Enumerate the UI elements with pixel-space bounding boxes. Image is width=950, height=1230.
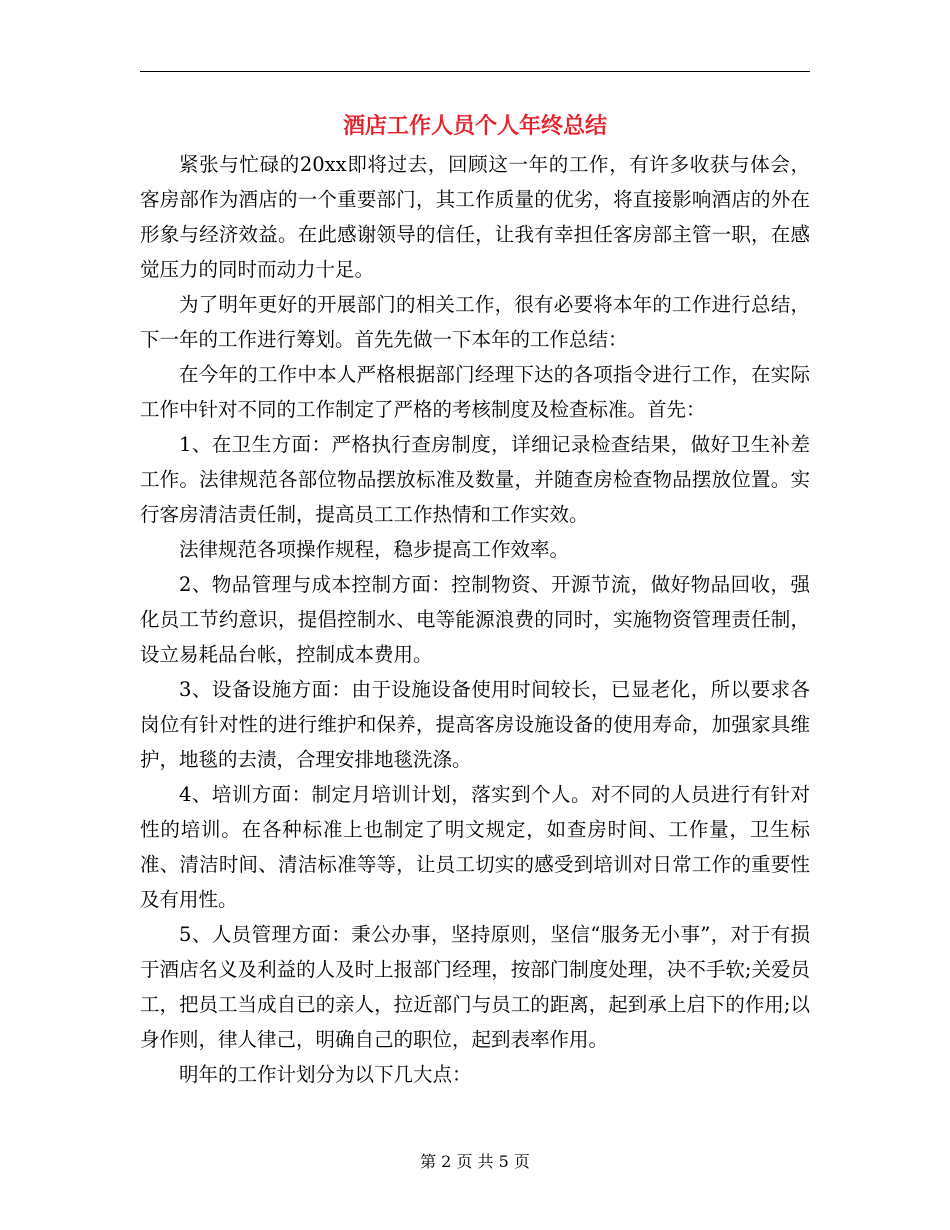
paragraph-training: 4、培训方面：制定月培训计划，落实到个人。对不同的人员进行有针对性的培训。在各种标准上也制定了明文规定，如查房时间、工作量，卫生标准、清洁时间、清洁标准等等，让员工切实的感受到培训对日常工作的重要性及有用性。 — [140, 783, 810, 911]
document-title: 酒店工作人员个人年终总结 — [342, 113, 607, 139]
paragraph-intro: 紧张与忙碌的20xx即将过去，回顾这一年的工作，有许多收获与体会，客房部作为酒店的一个重要部门，其工作质量的优劣，将直接影响酒店的外在形象与经济效益。在此感谢领导的信任，让我有幸担任客房部主管一职，在感觉压力的同时而动力十足。 — [140, 153, 810, 281]
paragraph-plan-intro: 为了明年更好的开展部门的相关工作，很有必要将本年的工作进行总结，下一年的工作进行筹划。首先先做一下本年的工作总结： — [140, 293, 810, 351]
header-rule — [140, 71, 810, 72]
paragraph-staff-management: 5、人员管理方面：秉公办事，坚持原则，坚信“服务无小事”，对于有损于酒店名义及利益的人及时上报部门经理，按部门制度处理，决不手软;关爱员工，把员工当成自已的亲人，拉近部门与员工的距离，起到承上启下的作用;以身作则，律人律己，明确自己的职位，起到表率作用。 — [140, 923, 810, 1051]
paragraph-next-year-plan: 明年的工作计划分为以下几大点： — [179, 1063, 472, 1086]
paragraph-equipment: 3、设备设施方面：由于设施设备使用时间较长，已显老化，所以要求各岗位有针对性的进行维护和保养，提高客房设施设备的使用寿命，加强家具维护，地毯的去渍，合理安排地毯洗涤。 — [140, 678, 810, 771]
document-body — [140, 147, 810, 1092]
page-number: 第 2 页 共 5 页 — [420, 1152, 530, 1171]
paragraph-procedures: 法律规范各项操作规程，稳步提高工作效率。 — [179, 538, 570, 561]
paragraph-cost-control: 2、物品管理与成本控制方面：控制物资、开源节流，做好物品回收，强化员工节约意识，提倡控制水、电等能源浪费的同时，实施物资管理责任制，设立易耗品台帐，控制成本费用。 — [140, 573, 810, 666]
paragraph-work-overview: 在今年的工作中本人严格根据部门经理下达的各项指令进行工作，在实际工作中针对不同的工作制定了严格的考核制度及检查标准。首先： — [140, 363, 810, 421]
paragraph-hygiene: 1、在卫生方面：严格执行查房制度，详细记录检查结果，做好卫生补差工作。法律规范各部位物品摆放标准及数量，并随查房检查物品摆放位置。实行客房清洁责任制，提高员工工作热情和工作实效。 — [140, 433, 810, 526]
